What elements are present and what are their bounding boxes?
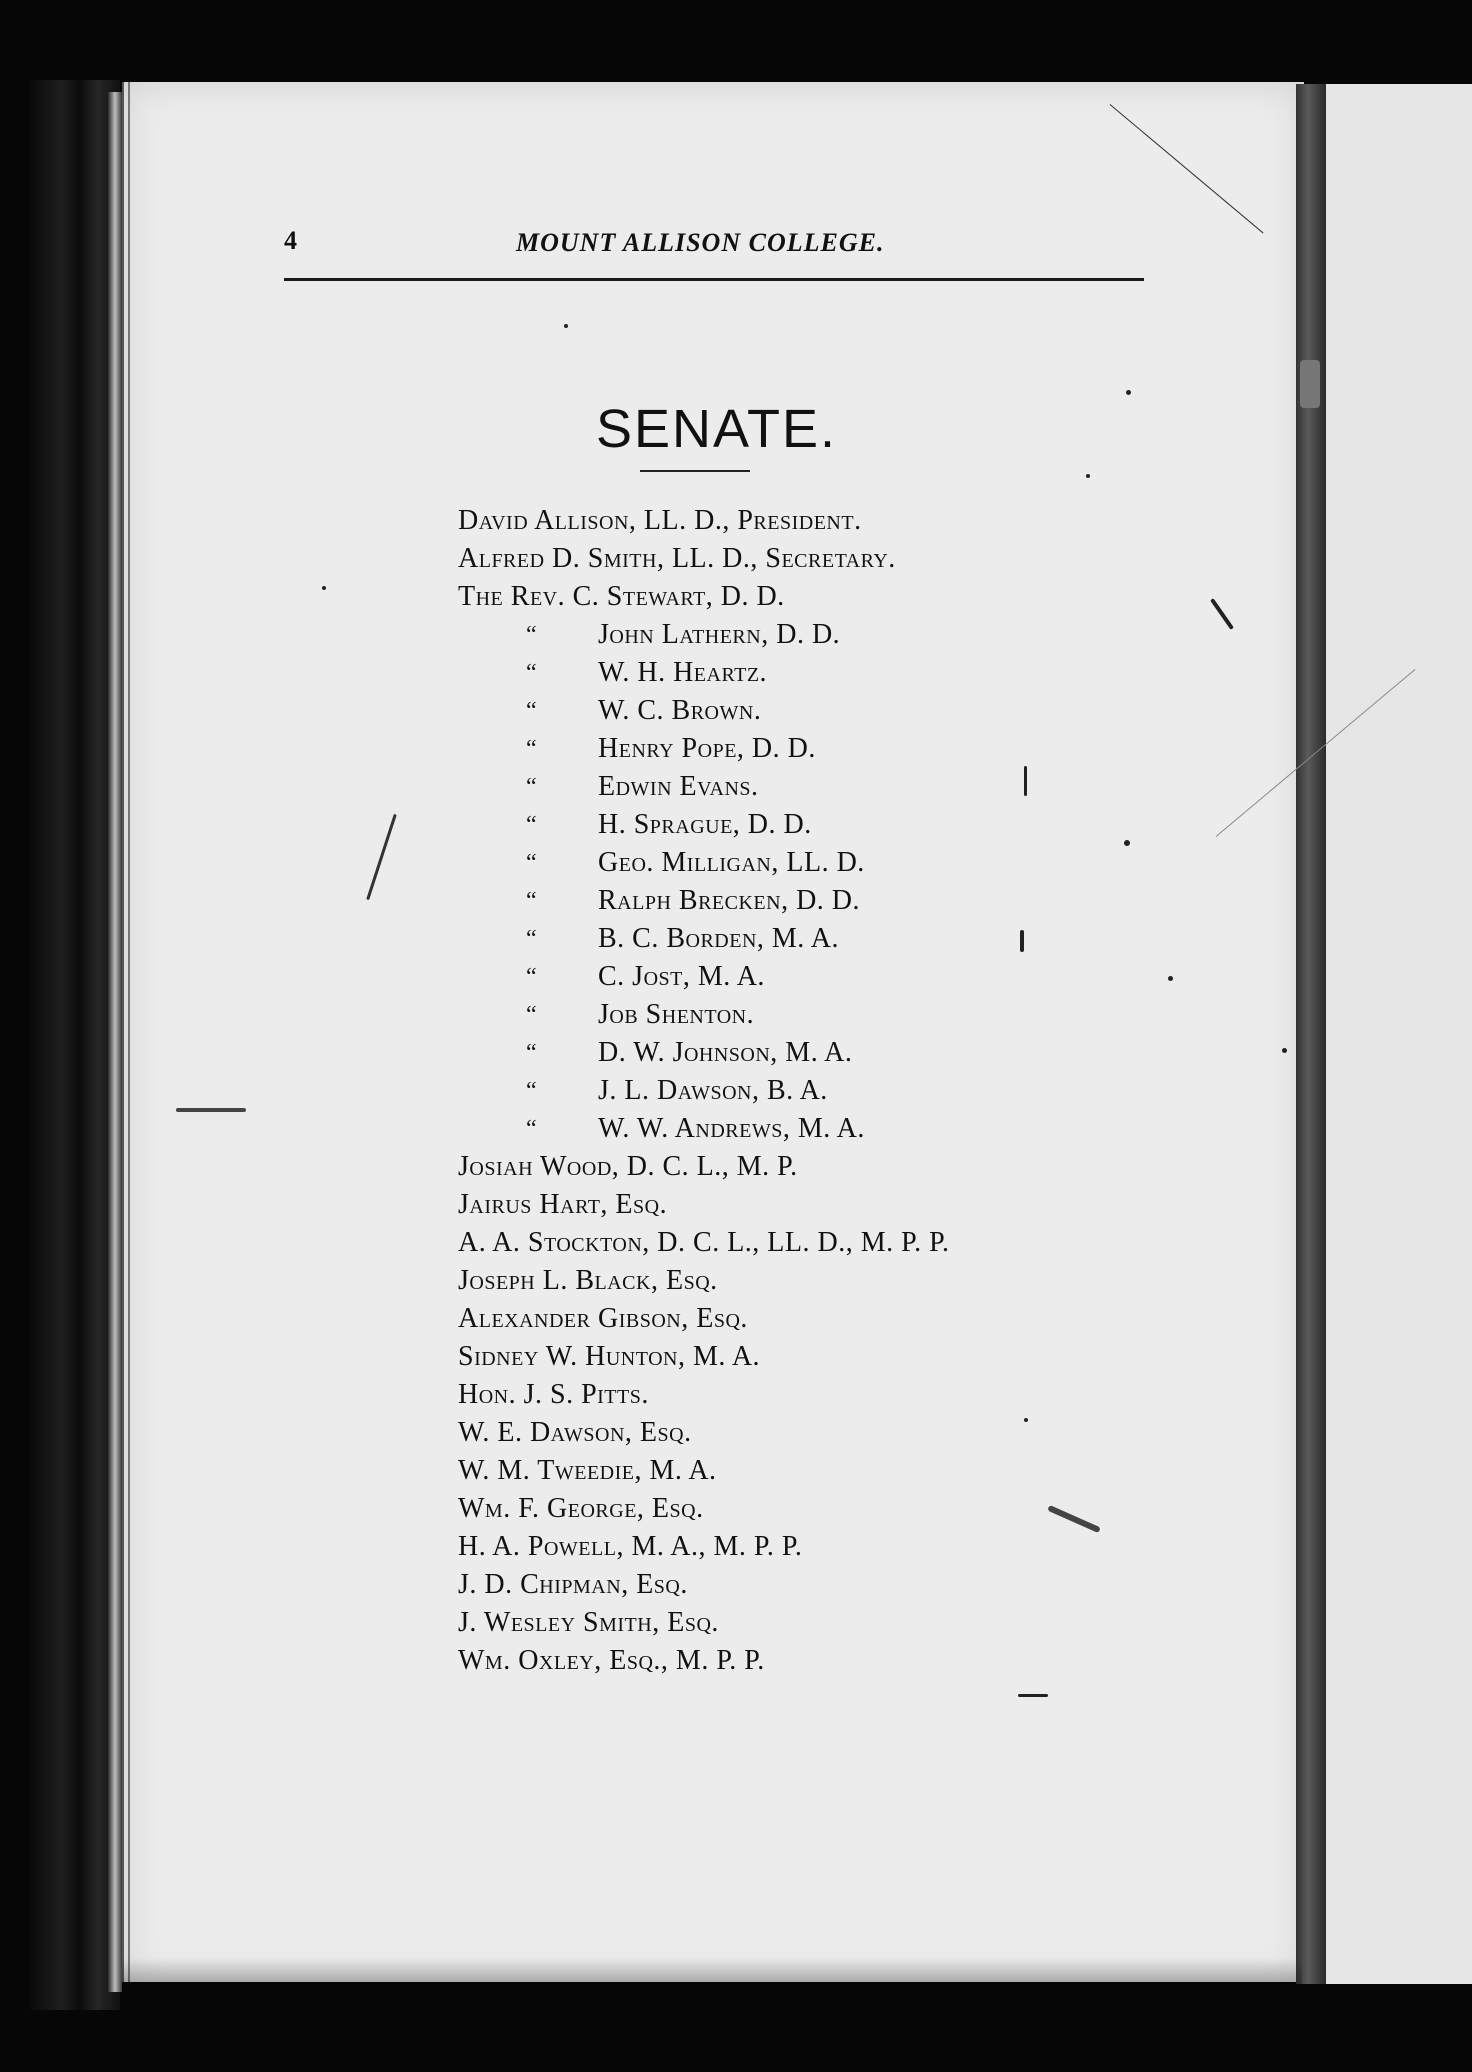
scan-speck [1300,360,1320,408]
senate-member-row [458,1034,1238,1072]
running-head [284,226,1144,266]
ditto-mark: “ [526,964,537,990]
ditto-mark: “ [526,1078,537,1104]
scan-speck [176,1108,246,1112]
page-number: 4 [284,226,297,255]
page-edge [108,92,122,1992]
member-name: Henry Pope, D. D. [598,733,816,764]
senate-member-row [458,1300,1238,1338]
senate-member-row [458,540,1238,578]
member-name: A. A. Stockton, D. C. L., LL. D., M. P. P. [458,1227,950,1258]
senate-member-row [458,996,1238,1034]
member-name: Sidney W. Hunton, M. A. [458,1341,761,1372]
member-name: Wm. Oxley, Esq., M. P. P. [458,1645,765,1676]
ditto-mark: “ [526,1116,537,1142]
senate-member-row [458,1414,1238,1452]
senate-member-row [458,806,1238,844]
senate-member-row [458,730,1238,768]
senate-member-row [458,1604,1238,1642]
ditto-mark: “ [526,926,537,952]
senate-member-row [458,1490,1238,1528]
running-title: MOUNT ALLISON COLLEGE. [516,228,885,257]
member-name: Jairus Hart, Esq. [458,1189,668,1220]
senate-member-row [458,1528,1238,1566]
section-heading: SENATE. [596,399,838,459]
scan-speck [1126,390,1131,395]
ditto-mark: “ [526,622,537,648]
senate-member-row [458,1452,1238,1490]
member-name: J. D. Chipman, Esq. [458,1569,688,1600]
ditto-mark: “ [526,888,537,914]
ditto-mark: “ [526,850,537,876]
member-name: C. Jost, M. A. [598,961,765,992]
member-name: Alexander Gibson, Esq. [458,1303,748,1334]
senate-member-row [458,768,1238,806]
member-name: W. W. Andrews, M. A. [598,1113,865,1144]
page-bottom-shadow [122,1958,1302,1984]
heading-rule [640,470,750,472]
senate-member-row [458,1186,1238,1224]
adjacent-page [1326,84,1472,1984]
senate-member-list [458,502,1238,1680]
senate-member-row [458,882,1238,920]
senate-member-row [458,844,1238,882]
senate-member-row [458,1072,1238,1110]
member-name: W. C. Brown. [598,695,762,726]
scan-speck [322,586,326,590]
senate-member-row [458,1224,1238,1262]
senate-member-row [458,1110,1238,1148]
senate-member-row [458,1376,1238,1414]
senate-member-row [458,692,1238,730]
ditto-mark: “ [526,736,537,762]
ditto-mark: “ [526,1002,537,1028]
member-name: The Rev. C. Stewart, D. D. [458,581,785,612]
member-name: Alfred D. Smith, LL. D., Secretary. [458,543,896,574]
member-name: Josiah Wood, D. C. L., M. P. [458,1151,798,1182]
member-name: H. A. Powell, M. A., M. P. P. [458,1531,803,1562]
senate-member-row [458,958,1238,996]
member-name: J. Wesley Smith, Esq. [458,1607,719,1638]
member-name: Ralph Brecken, D. D. [598,885,861,916]
scan-speck [1018,1694,1048,1697]
senate-member-row [458,1338,1238,1376]
member-name: D. W. Johnson, M. A. [598,1037,853,1068]
scan-speck [1024,766,1027,796]
member-name: B. C. Borden, M. A. [598,923,839,954]
header-rule [284,278,1144,281]
member-name: J. L. Dawson, B. A. [598,1075,828,1106]
scan-speck [1168,976,1173,981]
member-name: David Allison, LL. D., President. [458,505,862,536]
member-name: W. M. Tweedie, M. A. [458,1455,717,1486]
senate-member-row [458,920,1238,958]
member-name: Joseph L. Black, Esq. [458,1265,718,1296]
senate-member-row [458,502,1238,540]
scan-speck [1020,930,1024,952]
scan-speck [1024,1418,1028,1422]
member-name: Wm. F. George, Esq. [458,1493,704,1524]
member-name: W. H. Heartz. [598,657,768,688]
senate-member-row [458,578,1238,616]
ditto-mark: “ [526,812,537,838]
member-name: W. E. Dawson, Esq. [458,1417,692,1448]
member-name: Geo. Milligan, LL. D. [598,847,865,878]
ditto-mark: “ [526,660,537,686]
member-name: John Lathern, D. D. [598,619,841,650]
book-spine [30,80,120,2010]
senate-member-row [458,1262,1238,1300]
ditto-mark: “ [526,1040,537,1066]
member-name: Edwin Evans. [598,771,759,802]
member-name: Hon. J. S. Pitts. [458,1379,649,1410]
scan-speck [1282,1048,1287,1053]
member-name: Job Shenton. [598,999,755,1030]
member-name: H. Sprague, D. D. [598,809,812,840]
senate-member-row [458,1148,1238,1186]
senate-member-row [458,1566,1238,1604]
scan-speck [1124,840,1130,846]
senate-member-row [458,616,1238,654]
scan-speck [1086,474,1090,478]
ditto-mark: “ [526,698,537,724]
scan-speck [564,324,568,328]
senate-member-row [458,654,1238,692]
ditto-mark: “ [526,774,537,800]
senate-member-row [458,1642,1238,1680]
page-border-line [128,82,130,1982]
